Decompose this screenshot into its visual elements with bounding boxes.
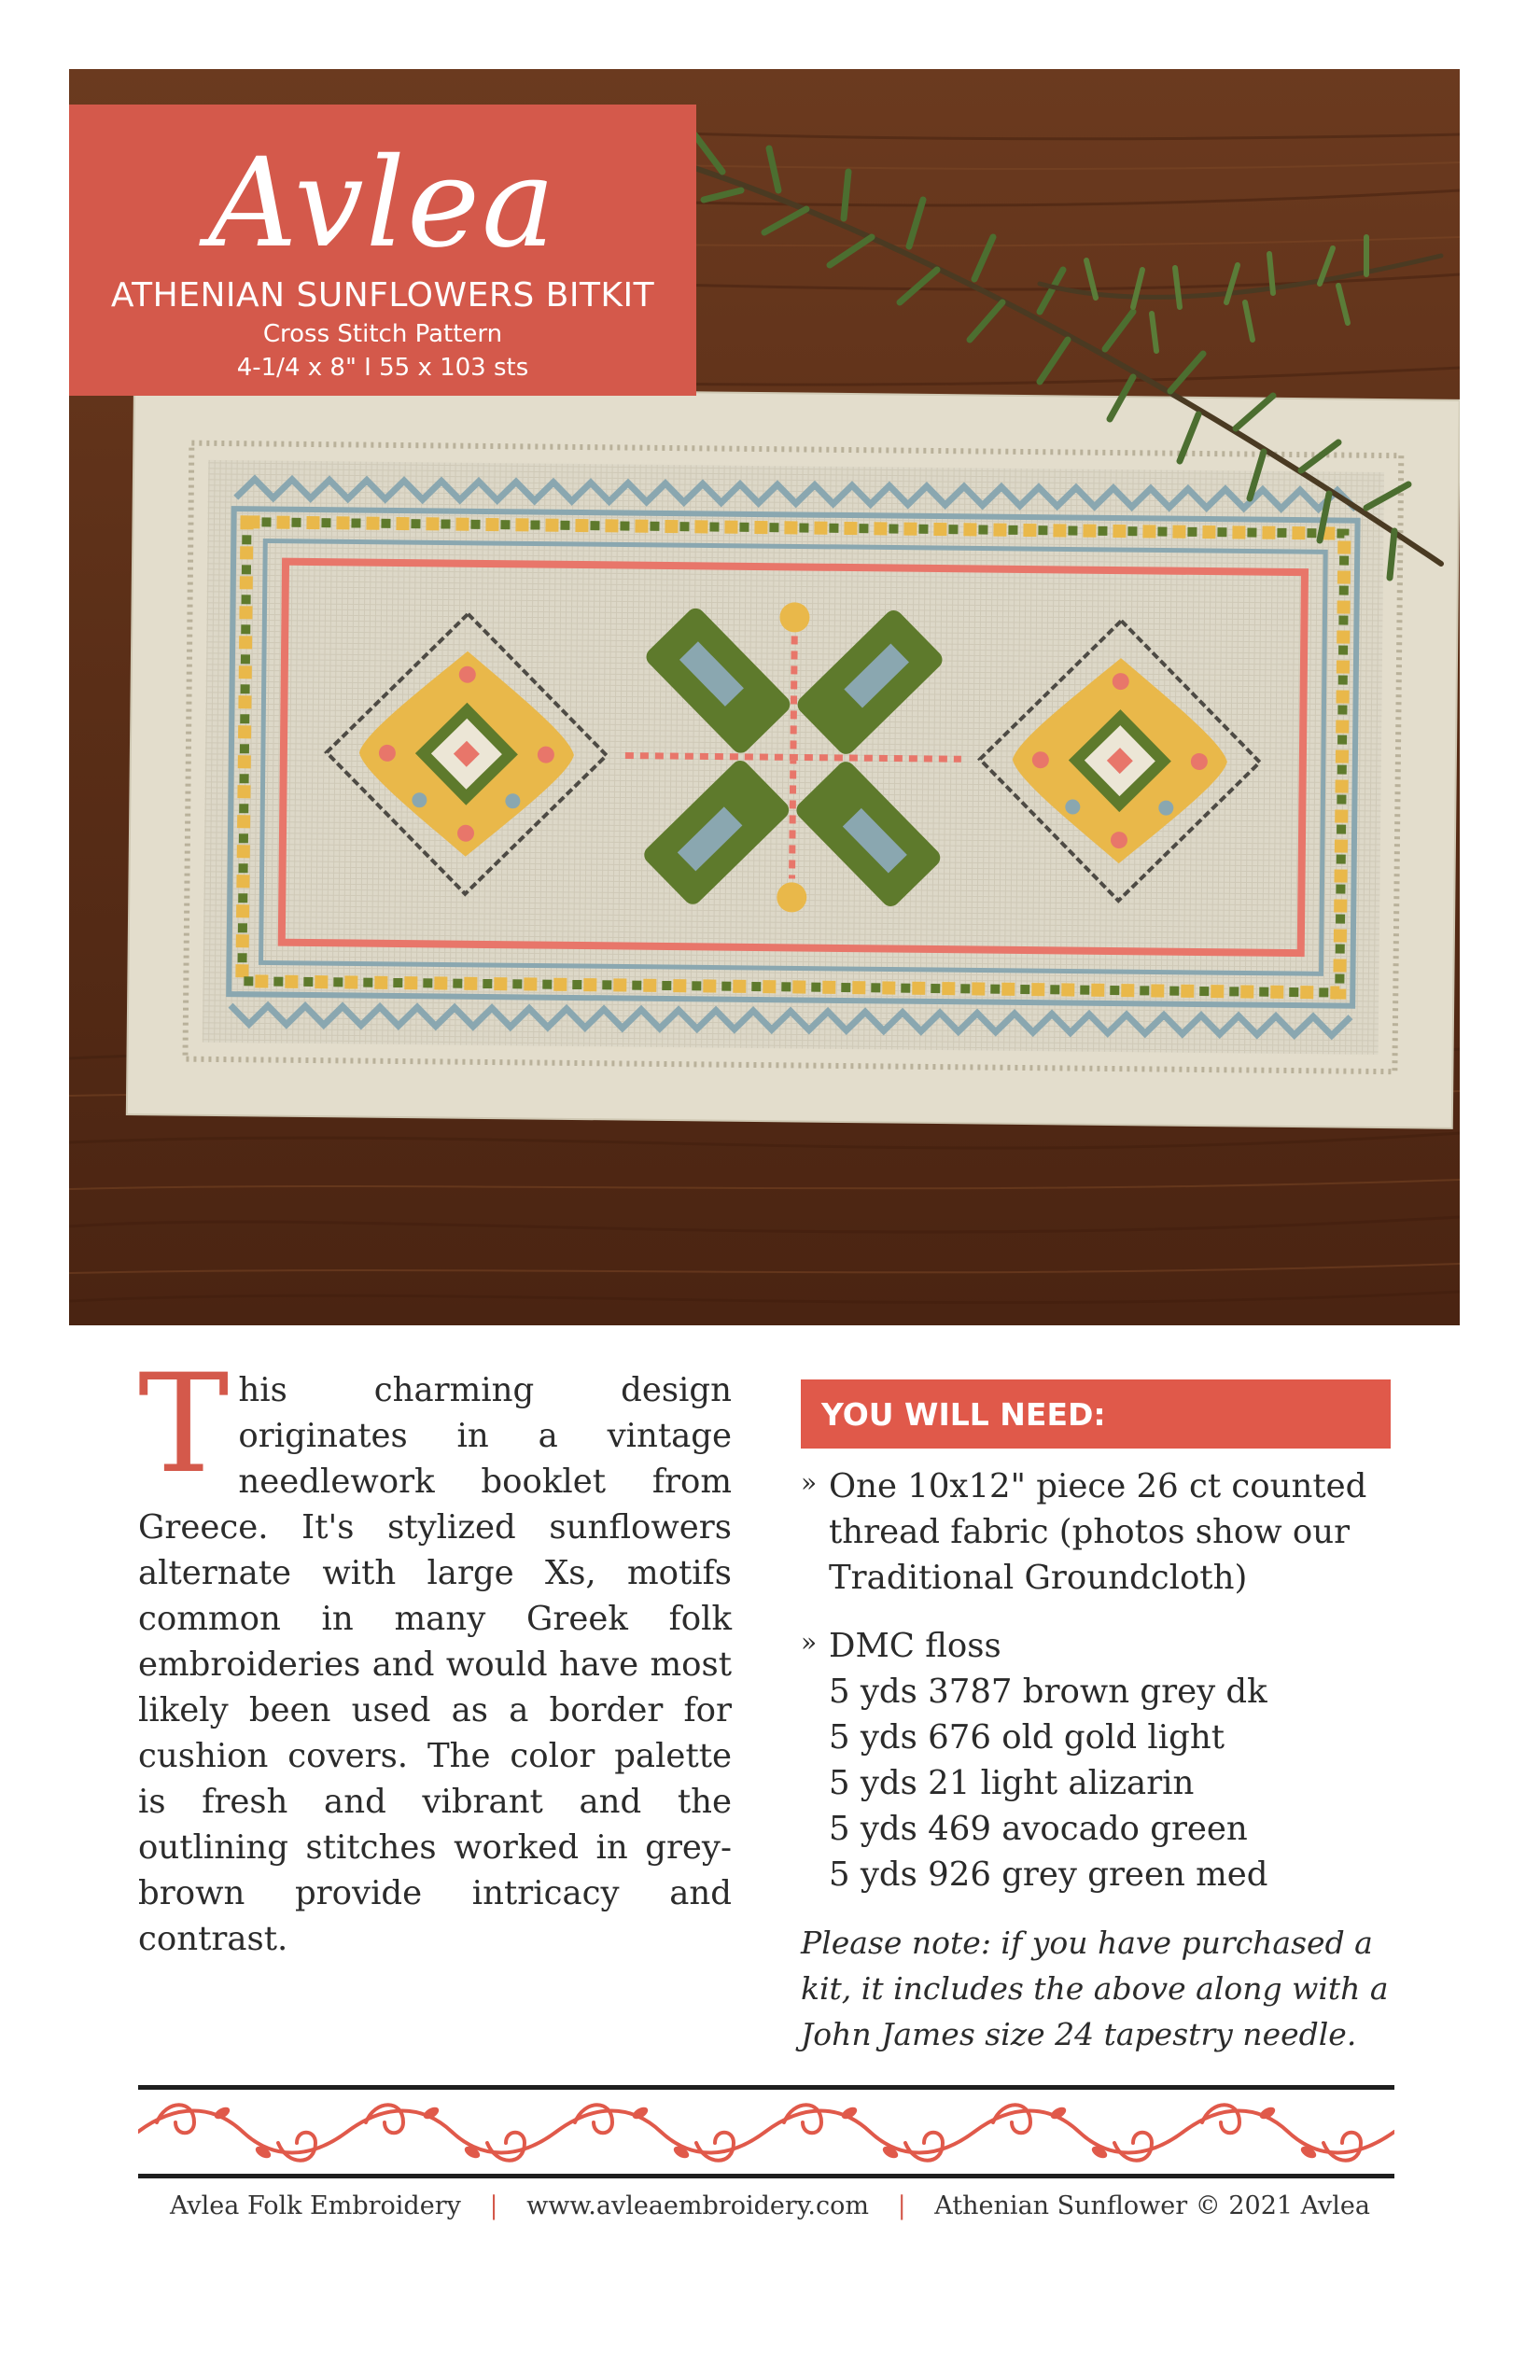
intro-paragraph xyxy=(138,1345,732,1962)
floss-item: 5 yds 469 avocado green xyxy=(829,1810,1248,1848)
list-item xyxy=(801,1623,1391,1897)
fabric-requirement: One 10x12" piece 26 ct counted thread fabric (photos show our Traditional Groundcloth) xyxy=(829,1467,1367,1597)
decorative-vine-border xyxy=(138,2085,1394,2178)
materials-section xyxy=(801,1379,1391,2057)
kit-note: Please note: if you have purchased a kit, it includes the above along with a John James size 24 tapestry needle. xyxy=(801,1925,1389,2052)
footer-separator: | xyxy=(489,2191,498,2220)
list-item xyxy=(801,1463,1391,1601)
kit-subtitle: Cross Stitch Pattern xyxy=(262,320,503,348)
brand-logo: Avlea xyxy=(208,132,557,275)
title-panel xyxy=(69,105,696,396)
intro-text: his charming design originates in a vintage needlework booklet from Greece. It's stylized sunflowers alternate with large Xs, motifs common in many Greek folk embroideries and would have most likely been used as a border for cushion covers. The color palette is fresh and vibrant and the outlining stitches worked in grey-brown provide intricacy and contrast. xyxy=(138,1371,732,1958)
footer-website-link[interactable]: www.avleaembroidery.com xyxy=(526,2191,869,2220)
bullet-icon: » xyxy=(801,1467,818,1498)
drop-cap: T xyxy=(138,1345,230,1504)
floss-item: 5 yds 676 old gold light xyxy=(829,1718,1225,1757)
footer xyxy=(0,2191,1540,2220)
footer-company: Avlea Folk Embroidery xyxy=(170,2191,461,2220)
footer-separator: | xyxy=(897,2191,906,2220)
hero-photo xyxy=(69,69,1460,1325)
floss-item: 5 yds 926 grey green med xyxy=(829,1855,1268,1894)
bullet-icon: » xyxy=(801,1627,818,1658)
floss-list xyxy=(829,1669,1391,1897)
materials-list xyxy=(801,1463,1391,1897)
kit-title: ATHENIAN SUNFLOWERS BITKIT xyxy=(110,276,655,315)
footer-copyright: Athenian Sunflower © 2021 Avlea xyxy=(934,2191,1370,2220)
kit-size: 4-1/4 x 8" I 55 x 103 sts xyxy=(236,354,529,382)
floss-item: 5 yds 3787 brown grey dk xyxy=(829,1673,1267,1711)
materials-heading: YOU WILL NEED: xyxy=(801,1379,1391,1449)
floss-item: 5 yds 21 light alizarin xyxy=(829,1764,1195,1802)
floss-title: DMC floss xyxy=(829,1627,1001,1665)
